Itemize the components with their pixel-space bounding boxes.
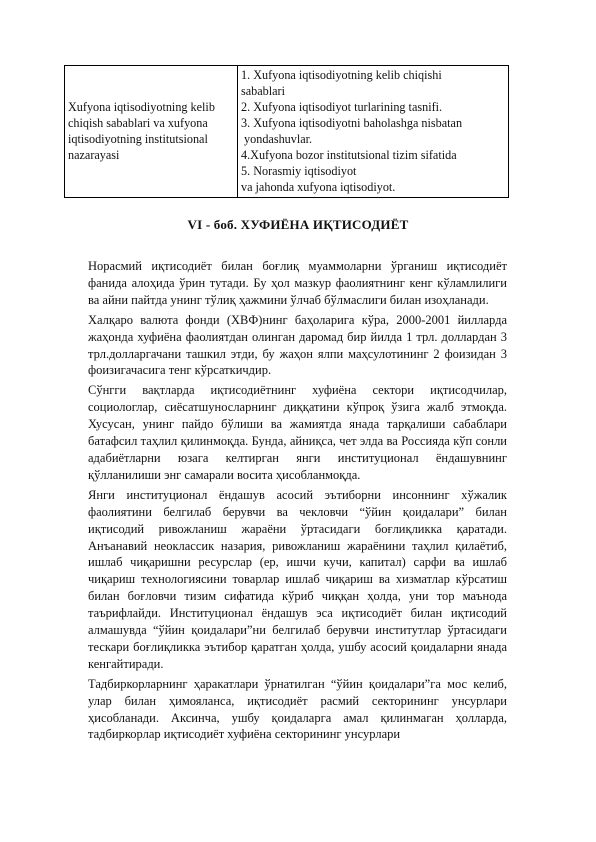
topic-list-cell	[238, 66, 509, 198]
topic-line: 3. Xufyona iqtisodiyotni baholashga nisbatan	[241, 116, 463, 130]
topic-line: va jahonda xufyona iqtisodiyot.	[241, 180, 396, 194]
topic-line: sabablari	[241, 84, 285, 98]
paragraph: Янги институционал ёндашув асосий эътиборни инсоннинг хўжалик фаолиятини белгилаб берувчи ва чекловчи “ўйин қоидалари” билан иқтисодий ривожланиш жараёни ўртасидаги боғлиқликка қаратади. Анъанавий неоклассик назария, ривожланиш жараёнини таҳлил қилаётиб, ишлаб чиқаришни ресурслар (ер, ишчи кучи, капитал) сарфи ва ишлаб чиқариш технологиясини товарлар ишлаб чиқариш ва хизматлар кўрсатиш билан боғловчи тизим сифатида кўриб чиққан ҳолда, уни тор маънода таърифлайди. Институционал ёндашув эса иқтисодиёт билан иқтисодий алмашувда “ўйин қоидалари”ни белгилаб берувчи институтлар ўртасидаги тескари боғлиқликка эътибор қаратган ҳолда, ушбу асосий қоидаларни янада кенгайтиради.	[88, 487, 507, 671]
body-text	[88, 258, 507, 746]
topic-line: 2. Xufyona iqtisodiyot turlarining tasnifi.	[241, 100, 443, 114]
table-row	[65, 66, 509, 198]
paragraph: Норасмий иқтисодиёт билан боғлиқ муаммоларни ўрганиш иқтисодиёт фанида алоҳида ўрин тутади. Бу ҳол мазкур фаолиятнинг кенг кўламлилиги ва айни пайтда унинг тўлиқ ҳажмини ўлчаб бўлмаслиги билан изоҳланади.	[88, 259, 507, 307]
paragraph: Халқаро валюта фонди (ХВФ)нинг баҳоларига кўра, 2000-2001 йилларда жаҳонда хуфиёна фаолиятдан олинган даромад бир йилда 1 трл. доллардан 3 трл.долларгачани ташкил этди, бу жаҳон ялпи маҳсулотининг 2 фоизидан 3 фоизигачасига тенг кўрсаткичдир.	[88, 312, 507, 378]
chapter-title: VI - боб. ХУФИЁНА ИҚТИСОДИЁТ	[187, 217, 409, 232]
topic-title-cell: Xufyona iqtisodiyotning kelib chiqish sabablari va xufyona iqtisodiyotning institutsional nazarayasi	[65, 66, 238, 198]
topics-table	[64, 65, 509, 198]
paragraph: Тадбиркорларнинг ҳаракатлари ўрнатилган “ўйин қоидалари”га мос келиб, улар билан ҳимояланса, иқтисодиёт расмий секторининг унсурлари ҳисобланади. Аксинча, ушбу қоидаларга амал қилинмаган ҳолларда, тадбиркорлар иқтисодиёт хуфиёна секторининг унсурлари	[88, 676, 507, 742]
topic-line: 5. Norasmiy iqtisodiyot	[241, 164, 357, 178]
paragraph: Сўнгги вақтларда иқтисодиётнинг хуфиёна сектори иқтисодчилар, социологлар, сиёсатшуносларнинг диққатини кўпроқ ўзига жалб этмоқда. Хусусан, унинг пайдо бўлиши ва жамиятда янада тарқалиши сабаблари батафсил таҳлил қилинмоқда. Бунда, айниқса, чет элда ва Россияда кўп сонли адабиётларни юзага келтирган янги институционал ёндашувнинг қўлланилиши энг самарали восита ҳисобланмоқда.	[88, 383, 507, 482]
topic-line: 1. Xufyona iqtisodiyotning kelib chiqishi	[241, 68, 442, 82]
topic-line: 4.Xufyona bozor institutsional tizim sifatida	[241, 148, 457, 162]
topic-line: yondashuvlar.	[241, 132, 313, 146]
